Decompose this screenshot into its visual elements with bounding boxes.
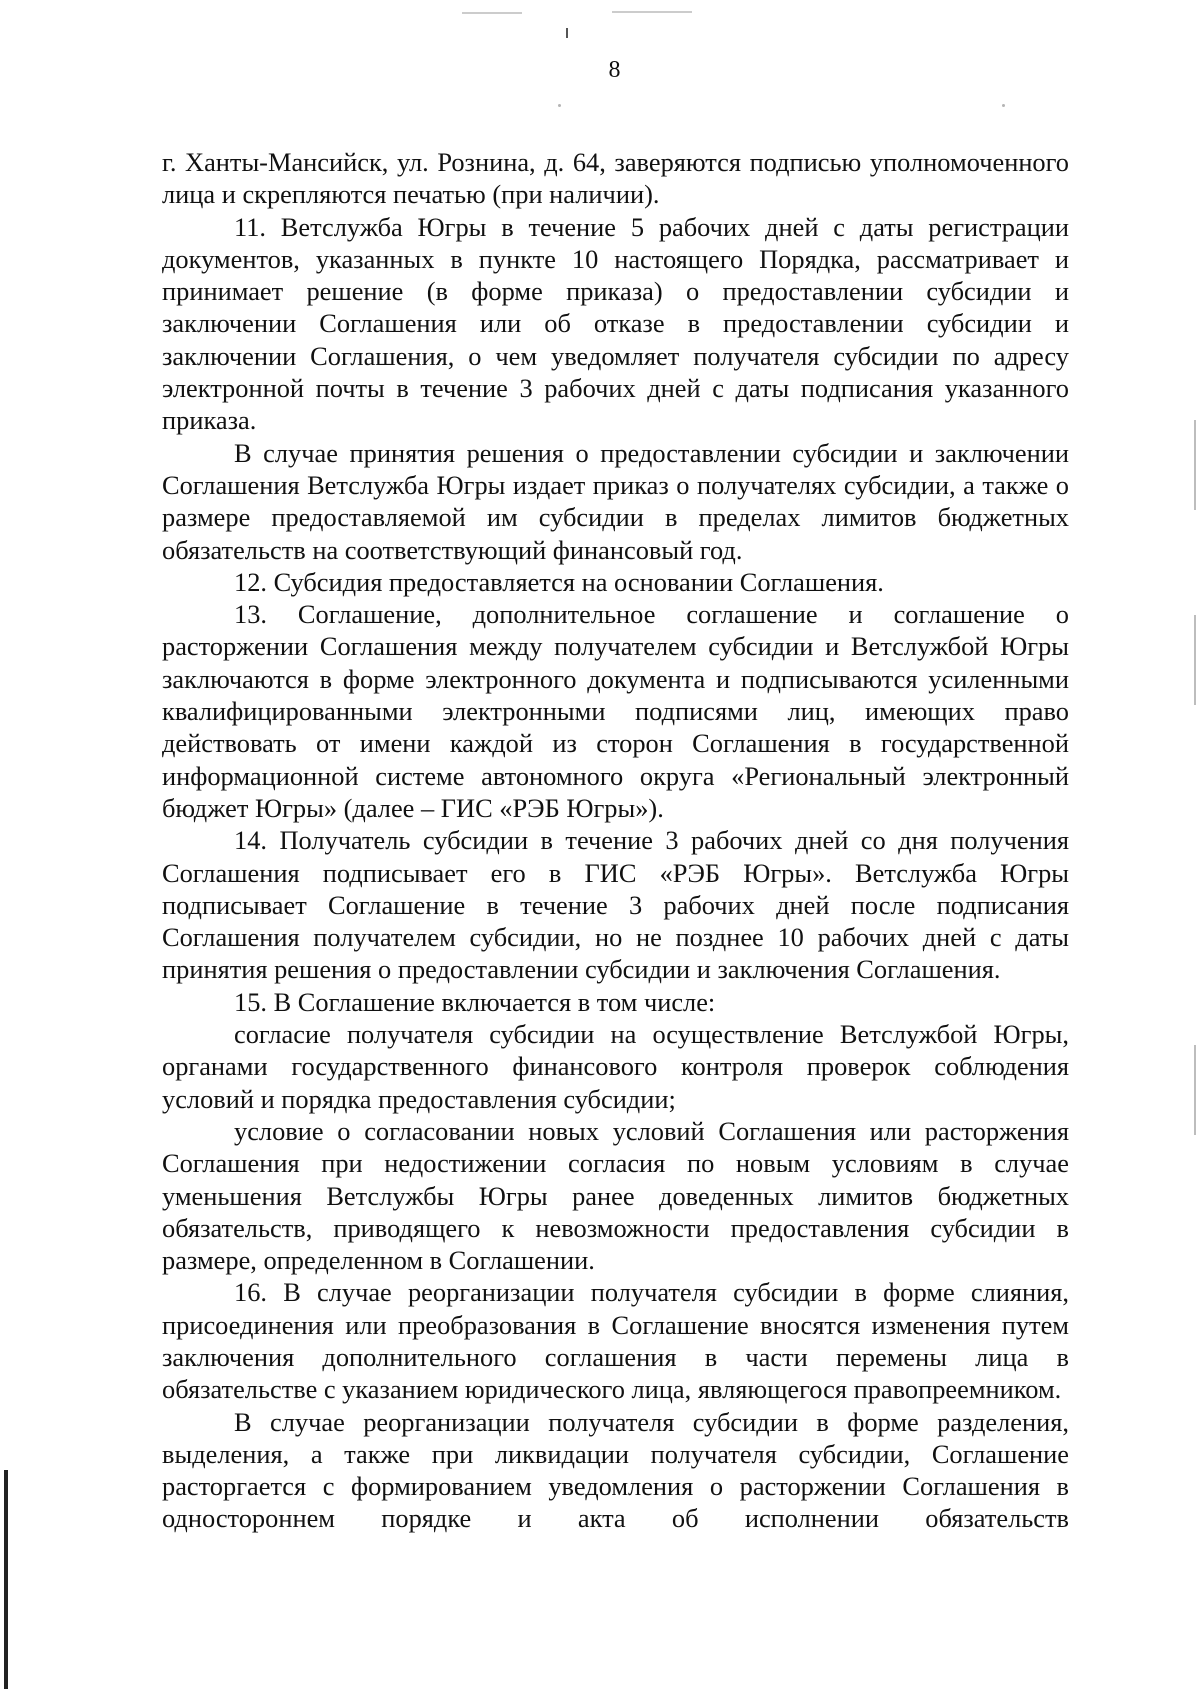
scan-right-edge-mark — [1194, 615, 1196, 705]
paragraph-item-15: 15. В Соглашение включается в том числе: — [234, 986, 716, 1017]
scan-right-edge-mark — [1194, 420, 1196, 510]
page-number: 8 — [608, 57, 621, 83]
paragraph-continuation: г. Ханты-Мансийск, ул. Рознина, д. 64, заверяются подписью уполномоченного лица и скрепляются печатью (при наличии). — [162, 147, 1069, 210]
paragraph-reorganization: В случае реорганизации получателя субсидии в форме разделения, выделения, а также при ликвидации получателя субсидии, Соглашение расторгается с формированием уведомления о расторжении Соглашения в одностороннем порядке и акта об исполнении обязательств — [162, 1406, 1069, 1534]
paragraph-item-12: 12. Субсидия предоставляется на основании Соглашения. — [234, 566, 884, 597]
scan-speck — [1002, 104, 1005, 107]
scan-artifact-top-tick — [566, 28, 568, 38]
scan-speck — [558, 104, 561, 107]
paragraph-item-13: 13. Соглашение, дополнительное соглашение и соглашение о расторжении Соглашения между получателем субсидии и Ветслужбой Югры заключаются в форме электронного документа и подписываются усиленными квалифицированными электронными подписями лиц, имеющих право действовать от имени каждой из сторон Соглашения в государственной информационной системе автономного округа «Региональный электронный бюджет Югры» (далее – ГИС «РЭБ Югры»). — [162, 599, 1069, 823]
paragraph-item-11: 11. Ветслужба Югры в течение 5 рабочих дней с даты регистрации документов, указанных в пункте 10 настоящего Порядка, рассматривает и принимает решение (в форме приказа) о предоставлении субсидии и заключении Соглашения или об отказе в предоставлении субсидии и заключении Соглашения, о чем уведомляет получателя субсидии по адресу электронной почты в течение 3 рабочих дней с даты подписания указанного приказа. — [162, 211, 1069, 436]
document-body — [162, 146, 1069, 1535]
paragraph-consent: согласие получателя субсидии на осуществление Ветслужбой Югры, органами государственного финансового контроля проверок соблюдения условий и порядка предоставления субсидии; — [162, 1019, 1069, 1114]
scan-right-edge-mark — [1194, 1045, 1196, 1135]
paragraph-decision: В случае принятия решения о предоставлении субсидии и заключении Соглашения Ветслужба Югры издает приказ о получателях субсидии, а также о размере предоставляемой им субсидии в пределах лимитов бюджетных обязательств на соответствующий финансовый год. — [162, 437, 1069, 565]
scan-artifact-top-left — [462, 12, 522, 14]
paragraph-item-14: 14. Получатель субсидии в течение 3 рабочих дней со дня получения Соглашения подписывает его в ГИС «РЭБ Югры». Ветслужба Югры подписывает Соглашение в течение 3 рабочих дней после подписания Соглашения получателем субсидии, но не позднее 10 рабочих дней с даты принятия решения о предоставлении субсидии и заключения Соглашения. — [162, 825, 1069, 985]
paragraph-item-16: 16. В случае реорганизации получателя субсидии в форме слияния, присоединения или преобразования в Соглашение вносятся изменения путем заключения дополнительного соглашения в части перемены лица в обязательстве с указанием юридического лица, являющегося правопреемником. — [162, 1277, 1069, 1405]
scan-left-edge-shadow — [4, 1470, 8, 1689]
scan-artifact-top-right — [612, 11, 692, 13]
paragraph-condition: условие о согласовании новых условий Соглашения или расторжения Соглашения при недостижении согласия по новым условиям в случае уменьшения Ветслужбы Югры ранее доведенных лимитов бюджетных обязательств, приводящего к невозможности предоставления субсидии в размере, определенном в Соглашении. — [162, 1115, 1069, 1276]
